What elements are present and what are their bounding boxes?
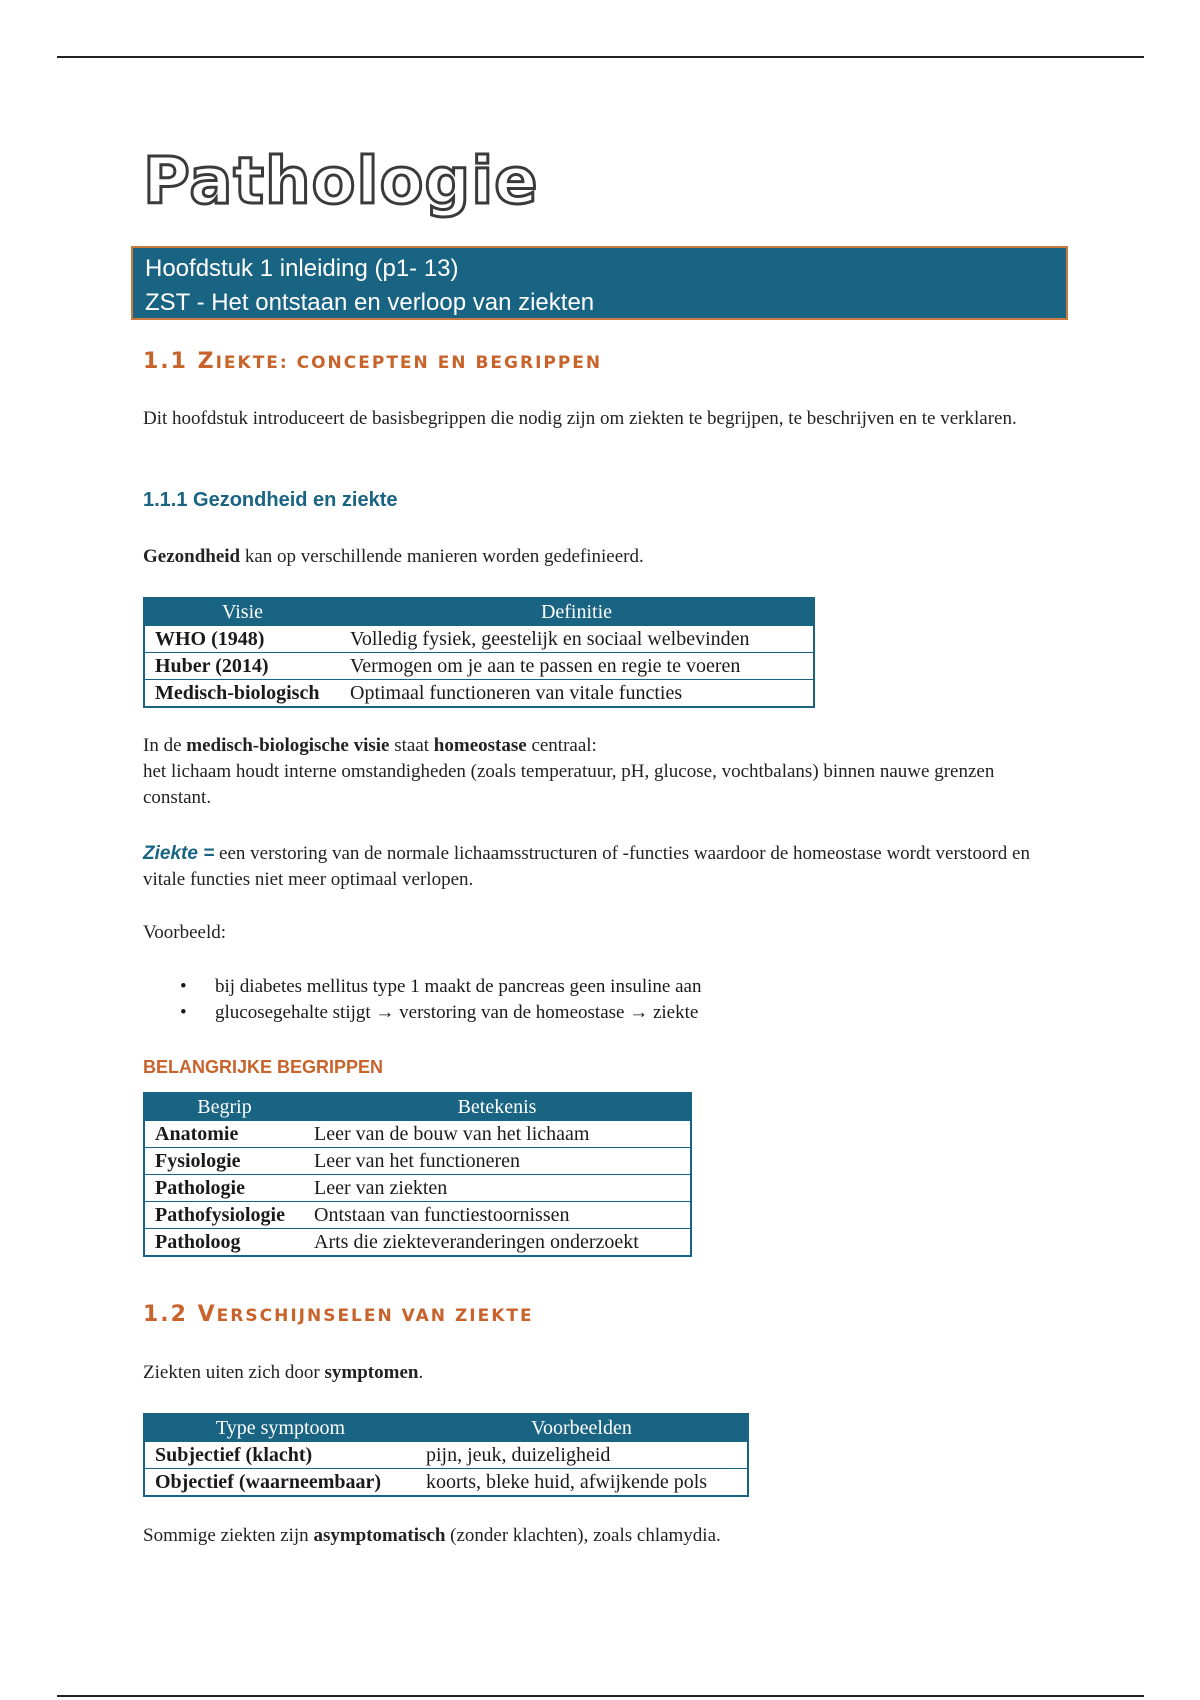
table-cell-key: Subjectief (klacht) <box>144 1442 416 1469</box>
table-cell-value: koorts, bleke huid, afwijkende pols <box>416 1469 748 1497</box>
table-header-row <box>144 1093 691 1121</box>
health-paragraph <box>143 544 1063 570</box>
table-cell-value: Vermogen om je aan te passen en regie te voeren <box>340 653 814 680</box>
bold-term: asymptomatisch <box>313 1525 446 1546</box>
table-cell-key: Huber (2014) <box>144 653 340 680</box>
table-row <box>144 1202 691 1229</box>
section-heading-rest: ERSCHIJNSELEN VAN ZIEKTE <box>216 1306 534 1326</box>
asymptomatic-paragraph <box>143 1523 1063 1549</box>
table-cell-value: Optimaal functioneren van vitale functies <box>340 680 814 708</box>
table-row <box>144 1229 691 1257</box>
table-header-row <box>144 1414 748 1442</box>
table-cell-key: Patholoog <box>144 1229 304 1257</box>
text-run: het lichaam houdt interne omstandigheden (zoals temperatuur, pH, glucose, vochtbalans) binnen nauwe grenzen constant. <box>143 761 995 808</box>
disease-definition-text: een verstoring van de normale lichaamsstructuren of -functies waardoor de homeostase wordt verstoord en vitale functies niet meer optimaal verlopen. <box>143 843 1030 890</box>
text-run: Ziekten uiten zich door <box>143 1362 325 1383</box>
table-cell-value: Ontstaan van functiestoornissen <box>304 1202 691 1229</box>
table-cell-key: Anatomie <box>144 1121 304 1148</box>
table-row <box>144 1442 748 1469</box>
example-label: Voorbeeld: <box>143 922 227 943</box>
table-cell-key: Medisch-biologisch <box>144 680 340 708</box>
key-terms-heading: BELANGRIJKE BEGRIPPEN <box>143 1057 384 1077</box>
table-row <box>144 1469 748 1497</box>
section-number: 1.2 <box>143 1302 198 1327</box>
table-header: Begrip <box>144 1093 304 1121</box>
health-term: Gezondheid <box>143 546 241 567</box>
text-run: staat <box>389 735 434 756</box>
section-heading-1-2 <box>143 1302 534 1327</box>
table-row <box>144 653 814 680</box>
section-heading-initial: Z <box>197 349 216 374</box>
bold-term: symptomen <box>324 1362 419 1383</box>
bottom-rule <box>57 1695 1144 1697</box>
list-item: • bij diabetes mellitus type 1 maakt de pancreas geen insuline aan <box>143 974 701 1000</box>
disease-definition <box>143 841 1063 893</box>
section-heading-1-1 <box>143 349 602 374</box>
text-run: . <box>418 1362 424 1383</box>
table-cell-value: Leer van ziekten <box>304 1175 691 1202</box>
intro-paragraph: Dit hoofdstuk introduceert de basisbegrippen die nodig zijn om ziekten te begrijpen, te beschrijven en te verklaren. <box>143 408 1017 429</box>
table-cell-value: Arts die ziekteveranderingen onderzoekt <box>304 1229 691 1257</box>
health-definitions-table <box>143 597 815 708</box>
example-list <box>143 974 701 1026</box>
homeostasis-paragraph <box>143 733 1063 811</box>
text-run: In de <box>143 735 187 756</box>
table-cell-key: Pathologie <box>144 1175 304 1202</box>
table-header: Betekenis <box>304 1093 691 1121</box>
disease-term: Ziekte = <box>143 843 215 864</box>
text-run: (zonder klachten), zoals chlamydia. <box>445 1525 721 1546</box>
section-number: 1.1 <box>143 349 198 374</box>
table-header-row <box>144 598 814 626</box>
symptoms-table <box>143 1413 749 1497</box>
table-header: Definitie <box>340 598 814 626</box>
list-item: • glucosegehalte stijgt → verstoring van de homeostase → ziekte <box>143 1000 701 1026</box>
table-cell-value: pijn, jeuk, duizeligheid <box>416 1442 748 1469</box>
bold-term: medisch-biologische visie <box>186 735 390 756</box>
table-row <box>144 1175 691 1202</box>
table-header: Visie <box>144 598 340 626</box>
chapter-line-1: Hoofdstuk 1 inleiding (p1- 13) <box>145 255 459 282</box>
section-heading-rest: IEKTE: CONCEPTEN EN BEGRIPPEN <box>215 353 603 373</box>
table-header: Type symptoom <box>144 1414 416 1442</box>
table-cell-value: Volledig fysiek, geestelijk en sociaal welbevinden <box>340 626 814 653</box>
symptoms-intro <box>143 1360 1063 1386</box>
health-paragraph-rest: kan op verschillende manieren worden gedefinieerd. <box>240 546 644 567</box>
table-cell-key: Objectief (waarneembaar) <box>144 1469 416 1497</box>
text-run: centraal: <box>526 735 597 756</box>
bold-term: homeostase <box>433 735 527 756</box>
table-header: Voorbeelden <box>416 1414 748 1442</box>
section-heading-initial: V <box>197 1302 217 1327</box>
table-row <box>144 1121 691 1148</box>
table-cell-key: WHO (1948) <box>144 626 340 653</box>
table-row <box>144 680 814 708</box>
top-rule <box>57 56 1144 58</box>
chapter-line-2: ZST - Het ontstaan en verloop van ziekten <box>145 289 595 316</box>
table-row <box>144 1148 691 1175</box>
table-row <box>144 626 814 653</box>
table-cell-key: Fysiologie <box>144 1148 304 1175</box>
document-title: Pathologie <box>143 145 539 219</box>
text-run: Sommige ziekten zijn <box>143 1525 314 1546</box>
table-cell-value: Leer van de bouw van het lichaam <box>304 1121 691 1148</box>
key-terms-table <box>143 1092 692 1257</box>
table-cell-value: Leer van het functioneren <box>304 1148 691 1175</box>
subsection-heading-1-1-1: 1.1.1 Gezondheid en ziekte <box>143 489 398 511</box>
table-cell-key: Pathofysiologie <box>144 1202 304 1229</box>
chapter-banner <box>131 246 1068 320</box>
